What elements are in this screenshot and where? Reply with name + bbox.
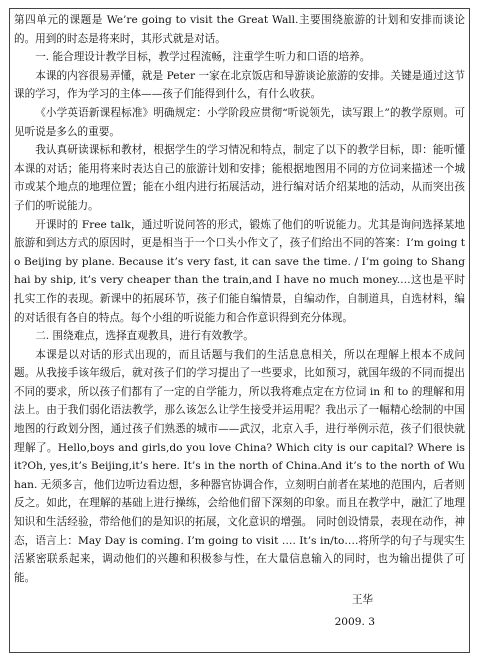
section-heading-2: 二. 围绕难点，选择直观教具，进行有效教学。 [35, 330, 254, 343]
paragraph-intro: 第四单元的课题是 We’re going to visit the Great Wall.主要围绕旅游的计划和安排而谈论的。用到的时态是将来时，其形式就是对话。 [14, 14, 465, 45]
document-date: 2009. 3 [334, 616, 375, 629]
paragraph-difficulty: 本课是以对话的形式出现的，而且话题与我们的生活息息相关，所以在理解上根本不成问题。从我接手该年级后，就对孩子们的学习提出了一些要求，比如预习，就国年级的不同而提出不同的要求，所以孩子们都有了一定的自学能力，所以我将难点定在方位词 in 和 to 的理解和用法上。由于我们弱化语法教学，那么该怎么让学生接受并运用呢？我出示了一幅精心绘制的中国地图的行政划分图，通过孩子们熟悉的城市——武汉，北京入手，进行举例示范，孩子们很快就理解了。Hello,boys and girls,do you love China? Which city is our capital? Where is it?Oh, yes,it’s Beijing,it’s here. It’s in the north of China.And it’s to the north of Wuhan. 无须多言，他们边听边看边想，多种器官协调合作，立刻明白前者在某地的范围内，后者则反之。如此，在理解的基础上进行操练，会给他们留下深刻的印象。而且在教学中，融汇了地理知识和生活经验，带给他们的是知识的拓展，文化意识的增强。 同时创设情景，表现在动作，神态，语言上：May Day is coming. I’m going to visit …. It’s in/to….将所学的句子与现实生活紧密联系起来，调动他们的兴趣和积极参与性，在大量信息输入的同时，也为输出提供了可能。 [14, 348, 465, 584]
section-heading-1: 一. 能合理设计教学目标，教学过程流畅，注重学生听力和口语的培养。 [35, 51, 371, 64]
paragraph-curriculum-standard: 《小学英语新课程标准》明确规定：小学阶段应贯彻“听说领先，读写跟上”的教学原则。可见听说是多么的重要。 [14, 106, 465, 138]
document-frame [9, 8, 470, 653]
author-name: 王华 [351, 594, 373, 607]
paragraph-free-talk: 开课时的 Free talk，通过听说问答的形式，锻炼了他们的听说能力。尤其是询问选择某地旅游和到达方式的原因时，更是相当于一个口头小作文了，孩子们给出不同的答案：I’m going to Beijing by plane. Because it’s very fast, it can save the time. / I’m going to Shanghai by ship, it’s very cheaper than the train,and I have no much money.…这也是平时扎实工作的表现。新课中的拓展环节，孩子们能自编情景，自编动作，自制道具，自选材料，编的对话很有各自的特点。每个小组的听说能力和合作意识得到充分体现。 [14, 218, 465, 324]
paragraph-teaching-goals: 我认真研读课标和教材，根据学生的学习情况和特点，制定了以下的教学目标，即：能听懂本课的对话；能用将来时表达自己的旅游计划和安排；能根据地图用不同的方位词来描述一个城市或某个地点的地理位置；能在小组内进行拓展活动，进行编对话介绍某地的活动，从而突出孩子们的听说能力。 [14, 144, 465, 212]
paragraph-lesson-content: 本课的内容很易弄懂，就是 Peter 一家在北京饭店和导游谈论旅游的安排。关键是通过这节课的学习，作为学习的主体——孩子们能得到什么，有什么收获。 [14, 69, 465, 101]
